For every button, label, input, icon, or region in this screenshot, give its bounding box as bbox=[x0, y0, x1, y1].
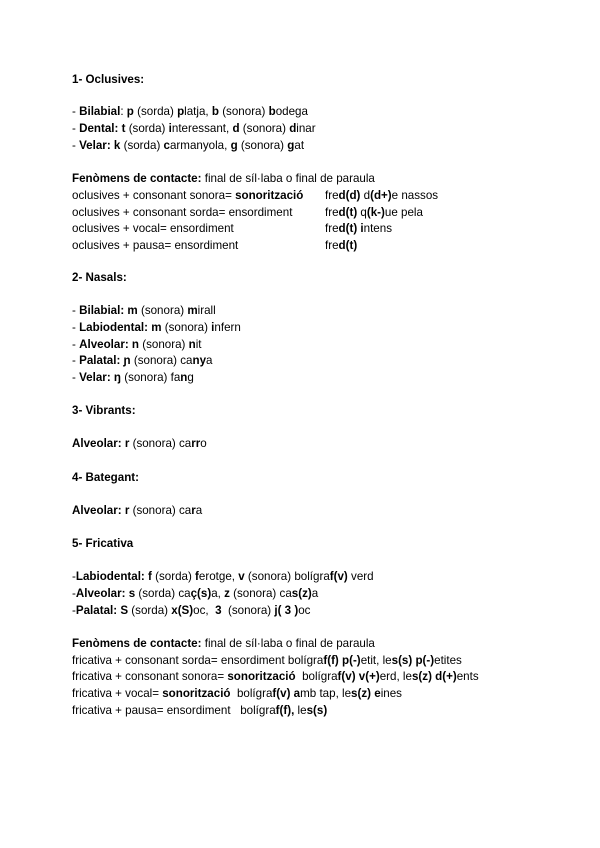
rule-oclusives-sonora-example: fred(d) d(d+)e nassos bbox=[325, 189, 439, 202]
line-nasals-labiodental: - Labiodental: m (sonora) infern bbox=[72, 321, 241, 334]
rule-fricativa-vocal: fricativa + vocal= sonorització bolígraf(v) amb tap, les(z) eines bbox=[72, 687, 402, 700]
section-title-bategant: 4- Bategant: bbox=[72, 471, 139, 484]
fenomens-title-fricativa: Fenòmens de contacte: final de síl·laba o final de paraula bbox=[72, 637, 375, 650]
line-fricativa-palatal: -Palatal: S (sorda) x(S)oc, 3 (sonora) j( 3 )oc bbox=[72, 604, 311, 617]
rule-fricativa-sonora: fricativa + consonant sonora= sonorització bolígraf(v) v(+)erd, les(z) d(+)ents bbox=[72, 670, 479, 683]
line-fricativa-alveolar: -Alveolar: s (sorda) caç(s)a, z (sonora) cas(z)a bbox=[72, 587, 319, 600]
rule-oclusives-sonora-left: oclusives + consonant sonora= sonorització bbox=[72, 189, 304, 202]
line-oclusives-dental: - Dental: t (sorda) interessant, d (sonora) dinar bbox=[72, 122, 316, 135]
line-vibrants-alveolar: Alveolar: r (sonora) carro bbox=[72, 437, 207, 450]
section-title-nasals: 2- Nasals: bbox=[72, 271, 127, 284]
line-nasals-palatal: - Palatal: ɲ (sonora) canya bbox=[72, 354, 213, 367]
line-nasals-alveolar: - Alveolar: n (sonora) nit bbox=[72, 338, 202, 351]
line-nasals-velar: - Velar: ŋ (sonora) fang bbox=[72, 371, 194, 384]
section-title-oclusives: 1- Oclusives: bbox=[72, 73, 145, 86]
line-oclusives-bilabial: - Bilabial: p (sorda) platja, b (sonora) bodega bbox=[72, 105, 308, 118]
rule-oclusives-sorda-left: oclusives + consonant sorda= ensordiment bbox=[72, 206, 293, 219]
rule-oclusives-vocal-example: fred(t) intens bbox=[325, 222, 393, 235]
line-fricativa-labiodental: -Labiodental: f (sorda) ferotge, v (sonora) bolígraf(v) verd bbox=[72, 570, 374, 583]
line-bategant-alveolar: Alveolar: r (sonora) cara bbox=[72, 504, 203, 517]
rule-oclusives-vocal-left: oclusives + vocal= ensordiment bbox=[72, 222, 234, 235]
line-oclusives-velar: - Velar: k (sorda) carmanyola, g (sonora) gat bbox=[72, 139, 305, 152]
section-title-vibrants: 3- Vibrants: bbox=[72, 404, 136, 417]
line-nasals-bilabial: - Bilabial: m (sonora) mirall bbox=[72, 304, 216, 317]
rule-oclusives-pausa-example: fred(t) bbox=[325, 239, 358, 252]
fenomens-title-oclusives: Fenòmens de contacte: final de síl·laba o final de paraula bbox=[72, 172, 375, 185]
section-title-fricativa: 5- Fricativa bbox=[72, 537, 134, 550]
rule-oclusives-pausa-left: oclusives + pausa= ensordiment bbox=[72, 239, 239, 252]
rule-fricativa-sorda: fricativa + consonant sorda= ensordiment bolígraf(f) p(-)etit, les(s) p(-)etites bbox=[72, 654, 462, 667]
rule-fricativa-pausa: fricativa + pausa= ensordiment bolígraf(f), les(s) bbox=[72, 704, 328, 717]
rule-oclusives-sorda-example: fred(t) q(k-)ue pela bbox=[325, 206, 423, 219]
